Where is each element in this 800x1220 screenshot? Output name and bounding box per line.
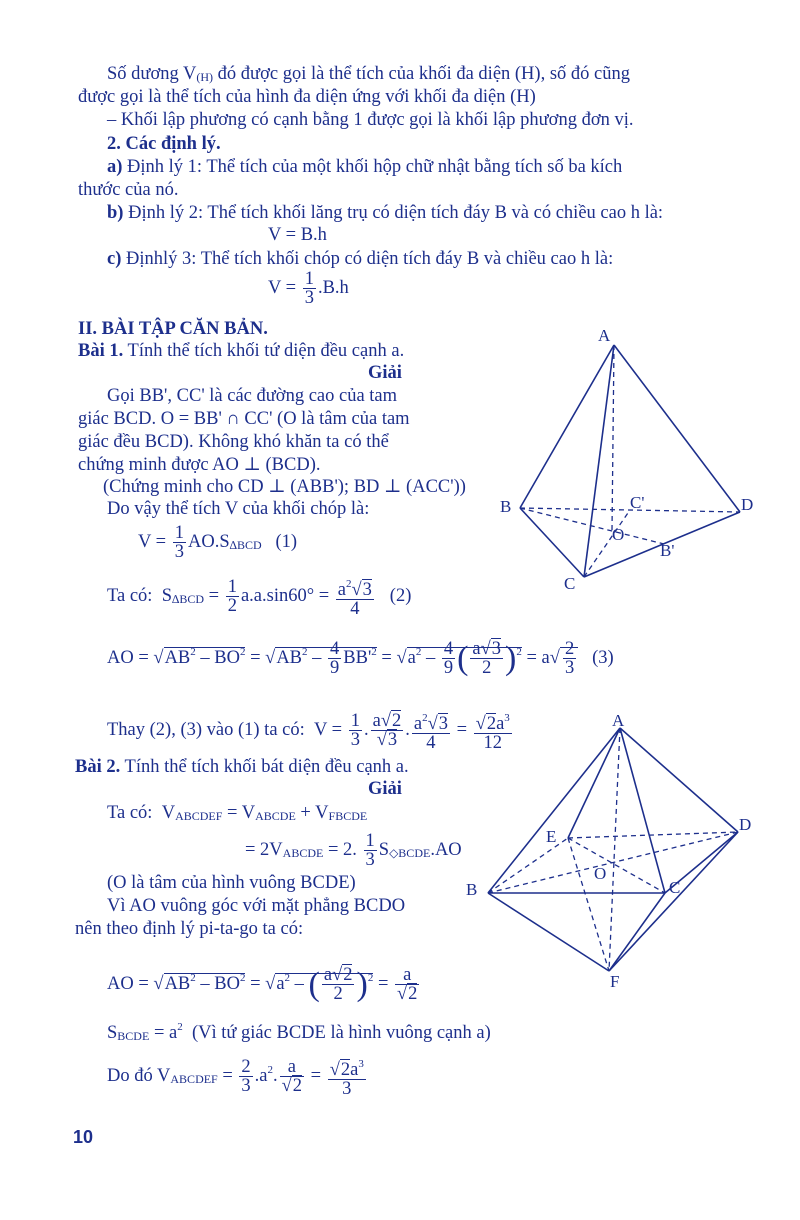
bai1-line-1: Gọi BB', CC' là các đường cao của tam xyxy=(107,386,398,406)
bai1-eq4: Thay (2), (3) vào (1) ta có: V = $\frac{1}{3}$ . $\frac{a√2}{√3}$ . $\frac{a^2√3}{4}$ = $\frac{√2a^3}{12}$ xyxy=(107,711,510,753)
edge-DF xyxy=(609,832,738,971)
bai1-line-4: chứng minh được AO ⊥ (BCD). xyxy=(78,455,321,475)
bai1-line-2: giác BCD. O = BB' ∩ CC' (O là tâm của tam xyxy=(78,409,410,429)
theorem-3-formula: V = $\frac{1}{3}$ .B.h xyxy=(268,269,349,308)
label-B: B xyxy=(466,880,478,899)
theory-line-2: được gọi là thể tích của hình đa diện ứng với khối đa diện (H) xyxy=(78,87,536,107)
theory-line-3: – Khối lập phương có cạnh bằng 1 được gọi là khối lập phương đơn vị. xyxy=(107,110,634,130)
label-D: D xyxy=(739,815,752,834)
bai1-line-6: Do vậy thể tích V của khối chóp là: xyxy=(107,499,370,519)
page-number: 10 xyxy=(73,1127,94,1147)
bai2-eq3: AO = $√AB^2 - BO^2 = √a^2$ – ( $\frac{a√2}{2}$ )$^2$ = $\frac{a}{√2}$ xyxy=(107,965,418,1004)
theorem-1-cont: thước của nó. xyxy=(78,180,179,200)
bai2-line-2: Vì AO vuông góc với mặt phẳng BCDO xyxy=(107,896,406,916)
theorem-2: b) Định lý 2: Thể tích khối lăng trụ có diện tích đáy B và có chiều cao h là: xyxy=(107,203,664,223)
axis-AF xyxy=(609,728,620,971)
edge-CF xyxy=(609,893,665,971)
section-theorems-heading: 2. Các định lý. xyxy=(107,134,221,154)
label-A: A xyxy=(598,326,611,345)
label-O: O xyxy=(594,864,607,883)
bai1-eq1: V = $\frac{1}{3}$ AO.S∆BCD (1) xyxy=(138,523,298,562)
label-D: D xyxy=(741,495,754,514)
theorem-2-formula: V = B.h xyxy=(268,225,327,245)
bai1-line-3: giác đều BCD). Không khó khăn ta có thể xyxy=(78,432,389,452)
bai2-eq2: = 2VABCDE = 2. $\frac{1}{3}$ S◇BCDE.AO xyxy=(245,831,462,870)
theory-line-1: Số dương V(H) đó được gọi là thể tích của khối đa diện (H), số đó cũng xyxy=(107,64,630,84)
section-exercises-heading: II. BÀI TẬP CĂN BẢN. xyxy=(78,319,268,339)
bai1-line-5: (Chứng minh cho CD ⊥ (ABB'); BD ⊥ (ACC')) xyxy=(103,477,466,497)
edge-AD xyxy=(620,728,738,832)
label-C: C xyxy=(564,574,576,593)
label-B-prime: B' xyxy=(660,541,675,560)
bai2-solution-heading: Giải xyxy=(368,779,402,799)
edge-BF xyxy=(488,893,609,971)
bai2-line-1: (O là tâm của hình vuông BCDE) xyxy=(107,873,356,893)
label-C: C xyxy=(669,878,681,897)
edge-ED xyxy=(568,832,738,838)
theorem-1: a) Định lý 1: Thể tích của một khối hộp chữ nhật bằng tích số ba kích xyxy=(107,157,623,177)
bai2-eq1: Ta có: VABCDEF = VABCDE + VFBCDE xyxy=(107,803,368,823)
bai2-eq4: SBCDE = $a^2$ (Vì tứ giác BCDE là hình vuông cạnh a) xyxy=(107,1021,491,1043)
label-E: E xyxy=(546,827,557,846)
bai1-eq2: Ta có: S∆BCD = $\frac{1}{2}$ a.a.sin60° = $\frac{a^2√3}{4}$ (2) xyxy=(107,577,412,619)
bai1-prompt: Bài 1. Tính thể tích khối tứ diện đều cạnh a. xyxy=(78,341,405,361)
label-C-prime: C' xyxy=(630,493,645,512)
label-F: F xyxy=(610,972,620,991)
bai2-eq5: Do đó VABCDEF = $\frac{2}{3}$ $.a^2$. $\frac{a}{√2}$ = $\frac{√2a^3}{3}$ xyxy=(107,1057,364,1099)
bai2-prompt: Bài 2. Tính thể tích khối bát diện đều cạnh a. xyxy=(75,757,409,777)
edge-BE xyxy=(488,838,568,893)
label-B: B xyxy=(500,497,512,516)
theorem-3: c) Địnhlý 3: Thể tích khối chóp có diện tích đáy B và chiều cao h là: xyxy=(107,249,614,269)
label-O: O xyxy=(612,525,625,544)
bai1-solution-heading: Giải xyxy=(368,363,402,383)
bai2-line-3: nên theo định lý pi-ta-go ta có: xyxy=(75,919,304,939)
bai1-eq3: AO = $√AB^2 - BO^2 = √AB^2$ – $\frac{4}{9}$ $BB'^2 = √a^2$ – $\frac{4}{9}$ ( $\frac{a√3}{2}$ )$^2$ = a√ $\frac{2}{3}$ (3) xyxy=(107,639,614,678)
edge-AC xyxy=(620,728,665,893)
label-A: A xyxy=(612,711,625,730)
